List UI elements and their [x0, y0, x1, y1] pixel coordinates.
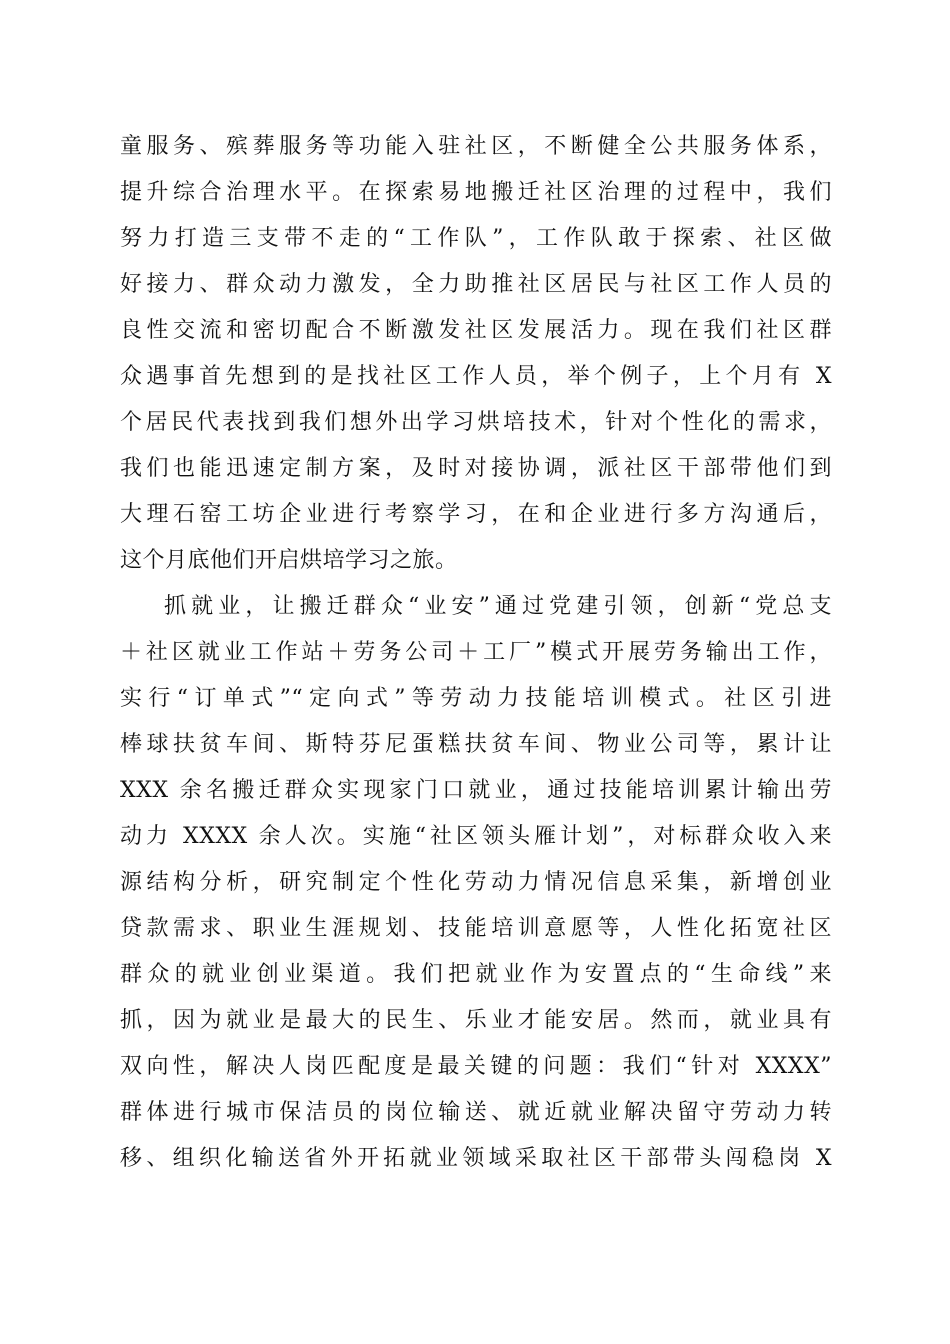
paragraph-line: 众遇事首先想到的是找社区工作人员，举个例子，上个月有 X	[120, 364, 832, 389]
paragraph-line: 童服务、殡葬服务等功能入驻社区，不断健全公共服务体系，	[120, 134, 832, 159]
document-body	[120, 124, 832, 1182]
paragraph-line: 提升综合治理水平。在探索易地搬迁社区治理的过程中，我们	[120, 180, 832, 205]
paragraph-line: 良性交流和密切配合不断激发社区发展活力。现在我们社区群	[120, 318, 832, 343]
paragraph-community-services	[120, 124, 832, 584]
paragraph-line: 棒球扶贫车间、斯特芬尼蛋糕扶贫车间、物业公司等，累计让	[120, 732, 832, 757]
paragraph-line: 抓就业，让搬迁群众“业安”通过党建引领，创新“党总支	[164, 594, 832, 619]
paragraph-line: ＋社区就业工作站＋劳务公司＋工厂”模式开展劳务输出工作，	[120, 640, 832, 665]
paragraph-line: 抓，因为就业是最大的民生、乐业才能安居。然而，就业具有	[120, 1008, 832, 1033]
paragraph-line: 群体进行城市保洁员的岗位输送、就近就业解决留守劳动力转	[120, 1100, 832, 1125]
paragraph-line: 这个月底他们开启烘培学习之旅。	[120, 548, 458, 573]
paragraph-line: 好接力、群众动力激发，全力助推社区居民与社区工作人员的	[120, 272, 832, 297]
paragraph-line: 双向性，解决人岗匹配度是最关键的问题：我们“针对 XXXX”	[120, 1054, 832, 1079]
paragraph-employment	[120, 584, 832, 1182]
paragraph-line: 移、组织化输送省外开拓就业领域采取社区干部带头闯稳岗 X	[120, 1146, 832, 1171]
paragraph-line: 贷款需求、职业生涯规划、技能培训意愿等，人性化拓宽社区	[120, 916, 832, 941]
paragraph-line: 群众的就业创业渠道。我们把就业作为安置点的“生命线”来	[120, 962, 832, 987]
paragraph-line: 实行“订单式”“定向式”等劳动力技能培训模式。社区引进	[120, 686, 832, 711]
paragraph-line: 努力打造三支带不走的“工作队”，工作队敢于探索、社区做	[120, 226, 832, 251]
paragraph-line: 动力 XXXX 余人次。实施“社区领头雁计划”，对标群众收入来	[120, 824, 832, 849]
paragraph-line: 个居民代表找到我们想外出学习烘培技术，针对个性化的需求，	[120, 410, 832, 435]
paragraph-line: 我们也能迅速定制方案，及时对接协调，派社区干部带他们到	[120, 456, 832, 481]
paragraph-line: 大理石窑工坊企业进行考察学习，在和企业进行多方沟通后，	[120, 502, 832, 527]
paragraph-line: 源结构分析，研究制定个性化劳动力情况信息采集，新增创业	[120, 870, 832, 895]
paragraph-line: XXX 余名搬迁群众实现家门口就业，通过技能培训累计输出劳	[120, 778, 832, 803]
